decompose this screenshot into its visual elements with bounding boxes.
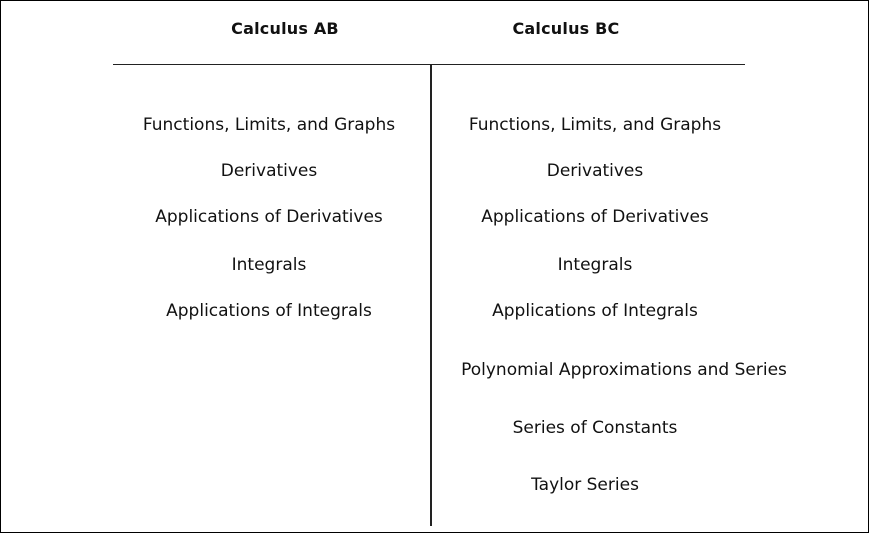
bc-topic: Integrals [557,255,633,275]
calculus-bc-heading: Calculus BC [512,19,620,38]
header-divider [113,64,745,65]
bc-topic: Polynomial Approximations and Series [461,360,787,380]
ab-topic: Integrals [231,255,307,275]
bc-topic: Applications of Integrals [492,301,698,321]
column-divider [430,64,432,526]
bc-topic: Applications of Derivatives [481,207,709,227]
ab-topic: Applications of Derivatives [155,207,383,227]
ab-topic: Applications of Integrals [166,301,372,321]
bc-topic: Derivatives [546,161,644,181]
bc-topic: Functions, Limits, and Graphs [468,115,722,135]
ab-topic: Functions, Limits, and Graphs [142,115,396,135]
bc-topic: Series of Constants [512,418,678,438]
calculus-ab-heading: Calculus AB [231,19,339,38]
ab-topic: Derivatives [220,161,318,181]
bc-topic: Taylor Series [531,475,639,495]
